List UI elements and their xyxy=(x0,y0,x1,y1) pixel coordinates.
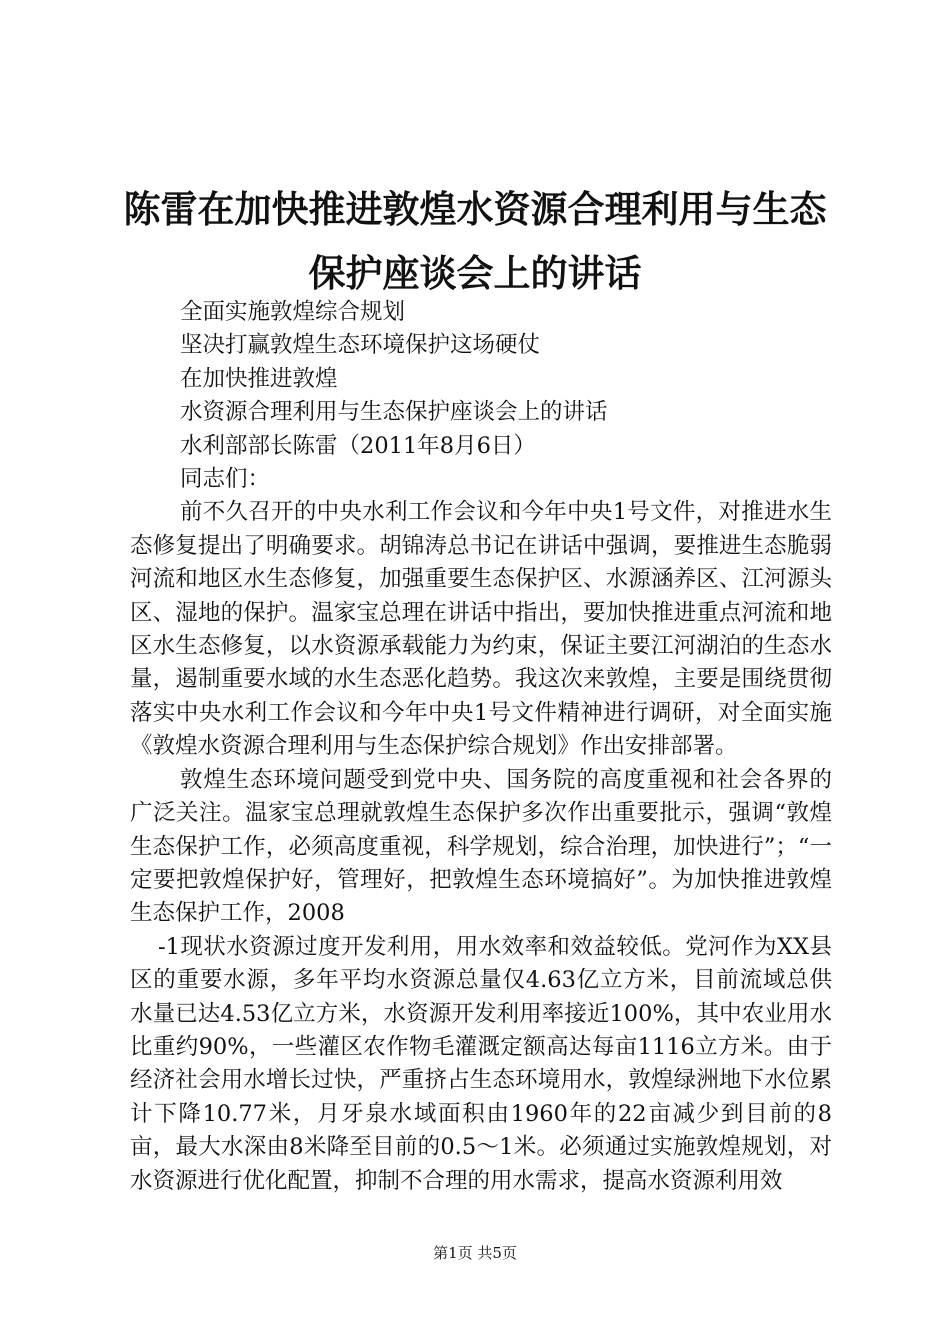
document-title: 陈雷在加快推进敦煌水资源合理利用与生态保护座谈会上的讲话 xyxy=(123,188,827,295)
heading-line-2: 坚决打赢敦煌生态环境保护这场硬仗 xyxy=(180,332,541,359)
page-footer: 第1页 共5页 xyxy=(433,1244,517,1262)
document-body xyxy=(130,296,832,1198)
paragraph-2: 敦煌生态环境问题受到党中央、国务院的高度重视和社会各界的广泛关注。温家宝总理就敦煌生态保护多次作出重要批示，强调“敦煌生态保护工作，必须高度重视，科学规划，综合治理，加快进行”；“一定要把敦煌保护好，管理好，把敦煌生态环境搞好”。为加快推进敦煌生态保护工作，2008 xyxy=(130,766,832,927)
author-date-line: 水利部部长陈雷（2011年8月6日） xyxy=(180,432,536,459)
heading-line-3: 在加快推进敦煌 xyxy=(180,365,338,392)
heading-line-4: 水资源合理利用与生态保护座谈会上的讲话 xyxy=(180,399,608,426)
salutation-line: 同志们： xyxy=(180,466,271,493)
paragraph-3: -1现状水资源过度开发利用，用水效率和效益较低。党河作为XX县区的重要水源，多年平均水资源总量仅4.63亿立方米，目前流域总供水量已达4.53亿立方米，水资源开发利用率接近100%，其中农业用水比重约90%，一些灌区农作物毛灌溉定额高达每亩1116立方米。由于经济社会用水增长过快，严重挤占生态环境用水，敦煌绿洲地下水位累计下降10.77米，月牙泉水域面积由1960年的22亩减少到目前的8亩，最大水深由8米降至目前的0.5～1米。必须通过实施敦煌规划，对水资源进行优化配置，抑制不合理的用水需求，提高水资源利用效 xyxy=(130,933,832,1194)
paragraph-1: 前不久召开的中央水利工作会议和今年中央1号文件，对推进水生态修复提出了明确要求。胡锦涛总书记在讲话中强调，要推进生态脆弱河流和地区水生态修复，加强重要生态保护区、水源涵养区、江河源头区、湿地的保护。温家宝总理在讲话中指出，要加快推进重点河流和地区水生态修复，以水资源承载能力为约束，保证主要江河湖泊的生态水量，遏制重要水域的水生态恶化趋势。我这次来敦煌，主要是围绕贯彻落实中央水利工作会议和今年中央1号文件精神进行调研，对全面实施《敦煌水资源合理利用与生态保护综合规划》作出安排部署。 xyxy=(130,499,832,760)
heading-line-1: 全面实施敦煌综合规划 xyxy=(180,299,406,325)
